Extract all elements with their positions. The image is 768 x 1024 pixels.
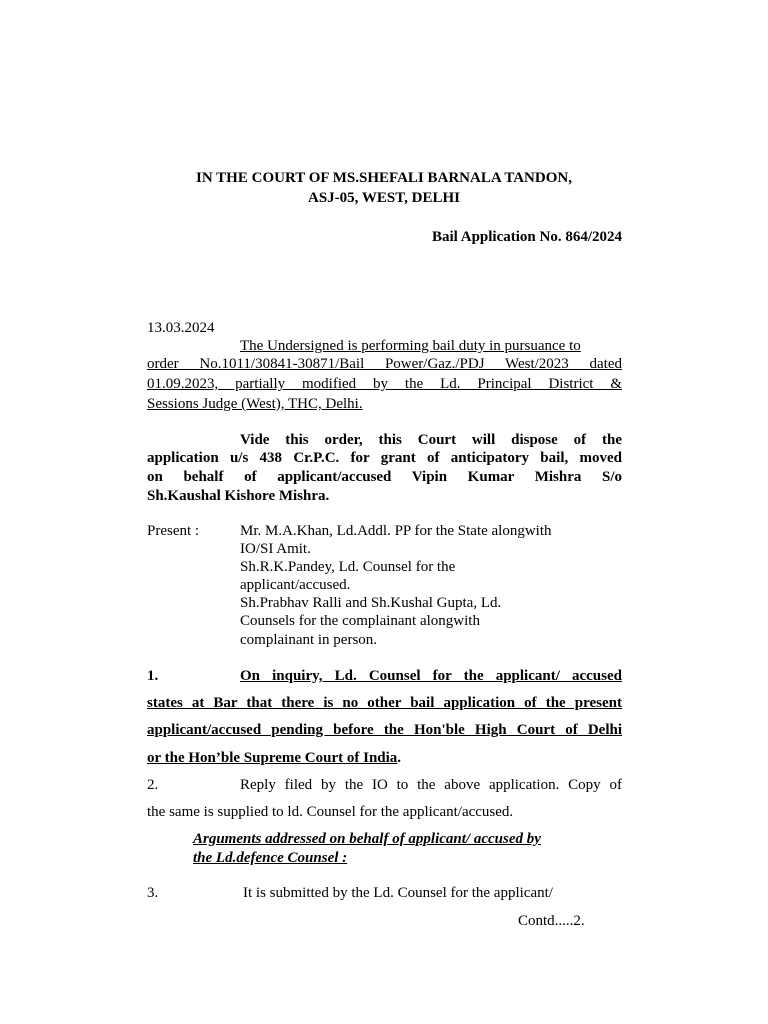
present-line: complainant in person. <box>240 632 378 648</box>
present-line: Sh.R.K.Pandey, Ld. Counsel for the <box>240 559 456 575</box>
bail-application-number: Bail Application No. 864/2024 <box>431 229 622 245</box>
intro-line: The Undersigned is performing bail duty in pursuance to <box>240 338 581 354</box>
vide-line: on behalf of applicant/accused Vipin Kumar Mishra S/o <box>147 469 622 485</box>
para1-line: On inquiry, Ld. Counsel for the applicant/ accused <box>240 668 622 684</box>
vide-line: Vide this order, this Court will dispose of the <box>240 432 622 448</box>
paragraph-number: 1. <box>147 668 159 684</box>
paragraph-number: 3. <box>147 885 159 901</box>
intro-line: 01.09.2023, partially modified by the Ld. Principal District & <box>147 376 622 392</box>
vide-line: application u/s 438 Cr.P.C. for grant of anticipatory bail, moved <box>147 450 622 466</box>
para3-line: It is submitted by the Ld. Counsel for the applicant/ <box>243 885 553 901</box>
present-line: Mr. M.A.Khan, Ld.Addl. PP for the State alongwith <box>240 523 552 539</box>
para1-line: states at Bar that there is no other bail application of the present <box>147 695 622 711</box>
intro-line: Sessions Judge (West), THC, Delhi. <box>147 396 363 412</box>
present-line: applicant/accused. <box>240 577 351 593</box>
present-line: Sh.Prabhav Ralli and Sh.Kushal Gupta, Ld. <box>240 595 502 611</box>
paragraph-number: 2. <box>147 777 159 793</box>
intro-line: order No.1011/30841-30871/Bail Power/Gaz./PDJ West/2023 dated <box>147 356 622 372</box>
continued-note: Contd.....2. <box>518 913 585 929</box>
para1-last-text: or the Hon’ble Supreme Court of India <box>147 750 398 766</box>
para2-line: the same is supplied to ld. Counsel for the applicant/accused. <box>147 804 514 820</box>
para2-line: Reply filed by the IO to the above application. Copy of <box>240 777 622 793</box>
order-date: 13.03.2024 <box>147 320 215 336</box>
arguments-line: the Ld.defence Counsel : <box>193 850 348 866</box>
para1-line: applicant/accused pending before the Hon'ble High Court of Delhi <box>147 722 622 738</box>
present-line: Counsels for the complainant alongwith <box>240 613 480 629</box>
para1-end: . <box>397 750 402 766</box>
court-title-line2: ASJ-05, WEST, DELHI <box>308 190 460 206</box>
para1-line <box>147 750 401 767</box>
arguments-line: Arguments addressed on behalf of applicant/ accused by <box>193 831 541 847</box>
present-line: IO/SI Amit. <box>240 541 311 557</box>
court-title-line1: IN THE COURT OF MS.SHEFALI BARNALA TANDON, <box>196 170 572 186</box>
present-label: Present : <box>147 523 200 539</box>
vide-line: Sh.Kaushal Kishore Mishra. <box>147 488 330 504</box>
